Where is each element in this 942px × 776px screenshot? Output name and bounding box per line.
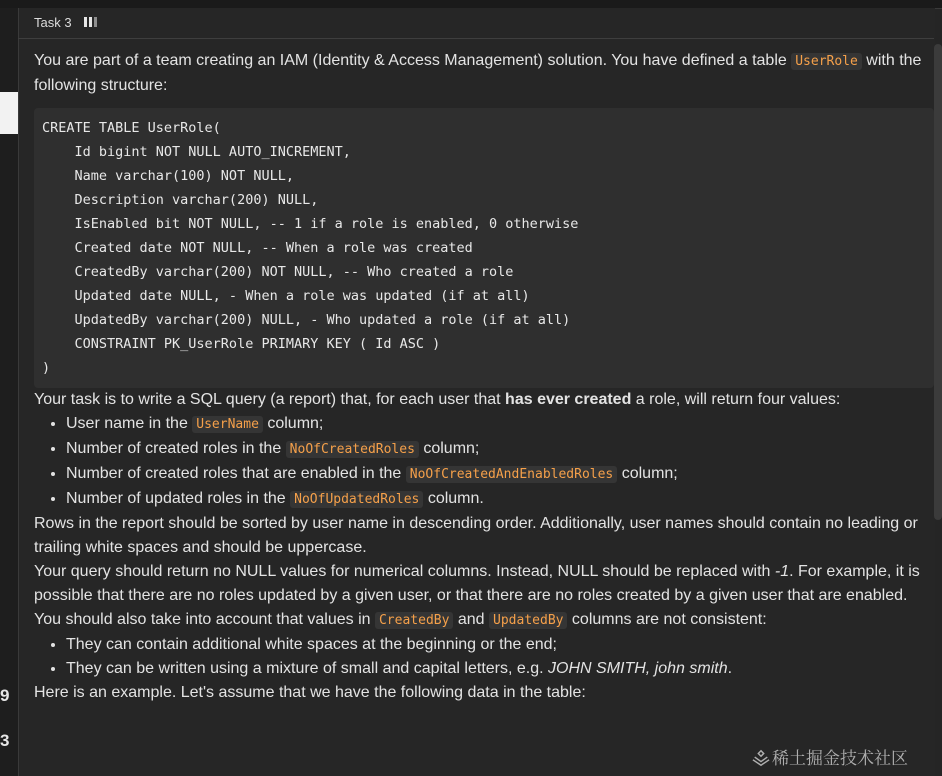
code-line: Description varchar(200) NULL, bbox=[42, 192, 319, 208]
gutter-glyph: 3 bbox=[0, 731, 10, 750]
consistency-list bbox=[34, 633, 934, 681]
inline-code: UpdatedBy bbox=[489, 612, 567, 629]
sql-code-block bbox=[34, 108, 934, 388]
list-item: • Number of updated roles in the NoOfUpdatedRoles column. bbox=[66, 487, 934, 512]
inline-code: UserRole bbox=[791, 53, 862, 70]
task-paragraph: Your task is to write a SQL query (a report) that, for each user that has ever created a role, will return four values: bbox=[34, 391, 841, 408]
code-line: ) bbox=[42, 360, 51, 376]
sorting-paragraph: Rows in the report should be sorted by user name in descending order. Additionally, user names should contain no leading or trailing white spaces and should be uppercase. bbox=[34, 515, 918, 556]
list-item: • User name in the UserName column; bbox=[66, 412, 934, 437]
list-item: • Number of created roles in the NoOfCreatedRoles column; bbox=[66, 437, 934, 462]
code-line: Updated date NULL, - When a role was updated (if at all) bbox=[42, 288, 530, 304]
code-line: CREATE TABLE UserRole( bbox=[42, 120, 221, 136]
task-description bbox=[34, 49, 934, 705]
inline-code: NoOfUpdatedRoles bbox=[290, 491, 423, 508]
task-header bbox=[18, 8, 934, 39]
inline-code: NoOfCreatedAndEnabledRoles bbox=[406, 466, 618, 483]
watermark: 稀土掘金技术社区 bbox=[752, 744, 908, 769]
code-line: Created date NOT NULL, -- When a role was created bbox=[42, 240, 473, 256]
scrollbar[interactable] bbox=[934, 44, 942, 520]
nulls-paragraph: Your query should return no NULL values for numerical columns. Instead, NULL should be replaced with -1. For example, it is possible that there are no roles updated by a given user, or that there are no roles created by a given user that are enabled. bbox=[34, 563, 920, 604]
gutter-glyph: 9 bbox=[0, 686, 10, 705]
task-progress-icon bbox=[84, 17, 97, 27]
task-title: Task 3 bbox=[34, 15, 72, 30]
code-line: Id bigint NOT NULL AUTO_INCREMENT, bbox=[42, 144, 351, 160]
inline-code: UserName bbox=[192, 416, 263, 433]
code-line: CreatedBy varchar(200) NOT NULL, -- Who created a role bbox=[42, 264, 514, 280]
list-item: • They can be written using a mixture of small and capital letters, e.g. JOHN SMITH, john smith. bbox=[66, 657, 934, 681]
consistency-paragraph: You should also take into account that values in CreatedBy and UpdatedBy columns are not consistent: bbox=[34, 611, 767, 628]
example-paragraph: Here is an example. Let's assume that we have the following data in the table: bbox=[34, 684, 586, 701]
list-item: • Number of created roles that are enabled in the NoOfCreatedAndEnabledRoles column; bbox=[66, 462, 934, 487]
code-line: Name varchar(100) NOT NULL, bbox=[42, 168, 294, 184]
left-side-tab[interactable] bbox=[0, 92, 18, 134]
values-list bbox=[34, 412, 934, 512]
inline-code: CreatedBy bbox=[375, 612, 453, 629]
juejin-logo-icon bbox=[752, 749, 770, 767]
code-line: IsEnabled bit NOT NULL, -- 1 if a role is enabled, 0 otherwise bbox=[42, 216, 579, 232]
code-line: CONSTRAINT PK_UserRole PRIMARY KEY ( Id ASC ) bbox=[42, 336, 441, 352]
list-item: • They can contain additional white spaces at the beginning or the end; bbox=[66, 633, 934, 657]
intro-paragraph: You are part of a team creating an IAM (Identity & Access Management) solution. You have defined a table UserRole with the following structure: bbox=[34, 52, 922, 94]
code-line: UpdatedBy varchar(200) NULL, - Who updated a role (if at all) bbox=[42, 312, 571, 328]
inline-code: NoOfCreatedRoles bbox=[286, 441, 419, 458]
